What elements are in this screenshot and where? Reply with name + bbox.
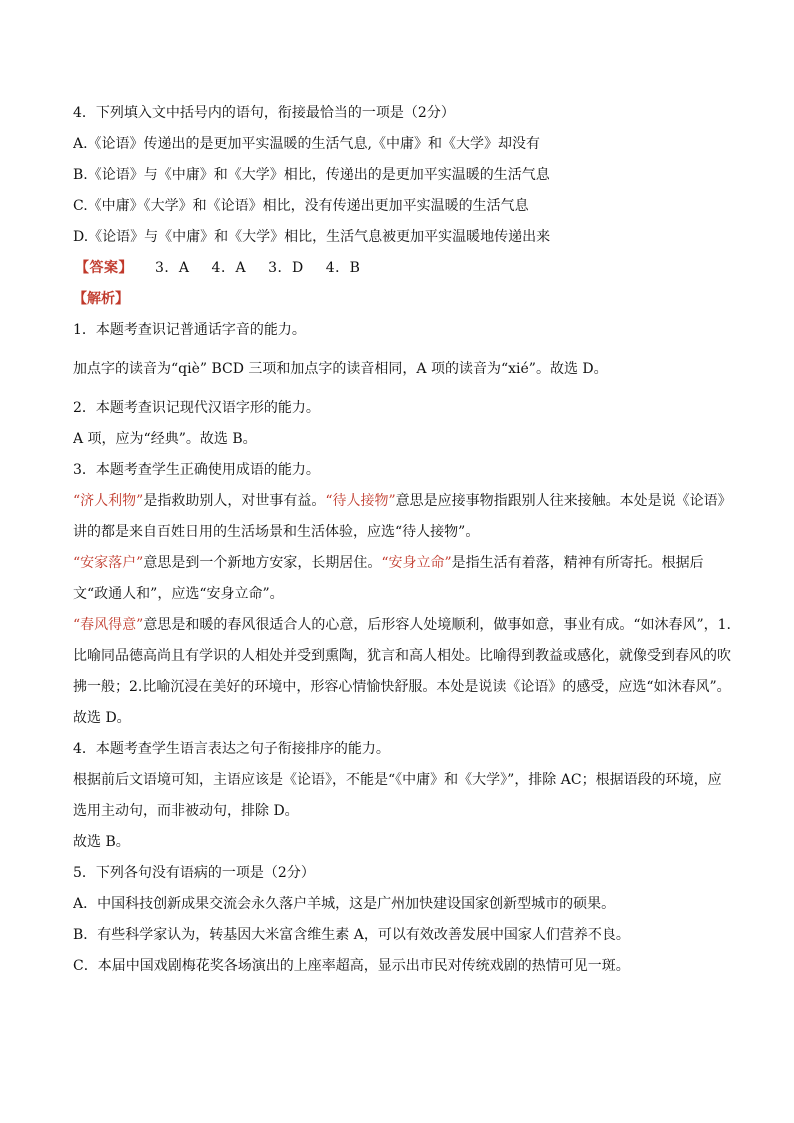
answer-item: 3．A [155,260,190,276]
question-5-option-a: A．中国科技创新成果交流会永久落户羊城，这是广州加快建设国家创新型城市的硕果。 [73,896,616,912]
answer-item: 4．A [211,260,247,276]
question-5-option-c: C．本届中国戏剧梅花奖各场演出的上座率超高，显示出市民对传统戏剧的热情可见一斑。 [73,958,630,974]
idiom-term: “待人接物” [325,493,396,509]
question-5-option-b: B．有些科学家认为，转基因大米富含维生素 A，可以有效改善发展中国家人们营养不良。 [73,927,630,943]
analysis-1-body: 加点字的读音为“qiè” BCD 三项和加点字的读音相同，A 项的读音为“xié”。故选 D。 [73,361,608,377]
idiom-term: “春风得意” [73,617,144,633]
question-4-stem: 4．下列填入文中括号内的语句，衔接最恰当的一项是（2分） [73,105,455,121]
question-4-option-c: C.《中庸》《大学》和《论语》相比，没有传递出更加平实温暖的生活气息 [73,198,529,214]
analysis-label: 【解析】 [73,291,129,307]
idiom-term: “济人利物” [73,493,144,509]
analysis-2-title: 2．本题考查识记现代汉语字形的能力。 [73,400,320,416]
answer-item: 3．D [268,260,304,276]
idiom-term: “安身立命” [381,555,452,571]
analysis-3-para-a: “济人利物”是指救助别人，对世事有益。“待人接物”意思是应接事物指跟别人往来接触。本处是说《论语》讲的都是来自百姓日用的生活场景和生活体验，应选“待人接物”。 [73,493,732,540]
question-4-option-d: D.《论语》与《中庸》和《大学》相比，生活气息被更加平实温暖地传递出来 [73,229,551,245]
analysis-1-title: 1．本题考查识记普通话字音的能力。 [73,322,306,338]
question-4-option-a: A.《论语》传递出的是更加平实温暖的生活气息,《中庸》和《大学》却没有 [73,136,541,152]
analysis-2-body: A 项，应为“经典”。故选 B。 [73,431,257,447]
answer-item: 4．B [325,260,361,276]
question-5-stem: 5．下列各句没有语病的一项是（2分） [73,865,315,881]
question-4-option-b: B.《论语》与《中庸》和《大学》相比，传递出的是更加平实温暖的生活气息 [73,167,550,183]
answer-label: 【答案】 [75,260,133,276]
answer-row [73,253,733,284]
analysis-3-end: 故选 D。 [73,710,131,726]
idiom-term: “安家落户” [73,555,144,571]
document-page [73,98,733,982]
analysis-4-end: 故选 B。 [73,834,130,850]
analysis-4-body: 根据前后文语境可知，主语应该是《论语》，不能是“《中庸》和《大学》”，排除 AC；根据语段的环境，应选用主动句，而非被动句，排除 D。 [73,772,722,819]
analysis-4-title: 4．本题考查学生语言表达之句子衔接排序的能力。 [73,741,390,757]
analysis-3-title: 3．本题考查学生正确使用成语的能力。 [73,462,320,478]
analysis-3-para-b: “安家落户”意思是到一个新地方安家，长期居住。“安身立命”是指生活有着落，精神有所寄托。根据后文“政通人和”，应选“安身立命”。 [73,555,704,602]
analysis-3-para-c: “春风得意”意思是和暖的春风很适合人的心意，后形容人处境顺利，做事如意，事业有成。“如沐春风”，1.比喻同品德高尚且有学识的人相处并受到熏陶，犹言和高人相处。比喻得到教益或感化，就像受到春风的吹拂一般；2.比喻沉浸在美好的环境中，形容心情愉快舒服。本处是说读《论语》的感受，应选“如沐春风”。 [73,617,731,695]
